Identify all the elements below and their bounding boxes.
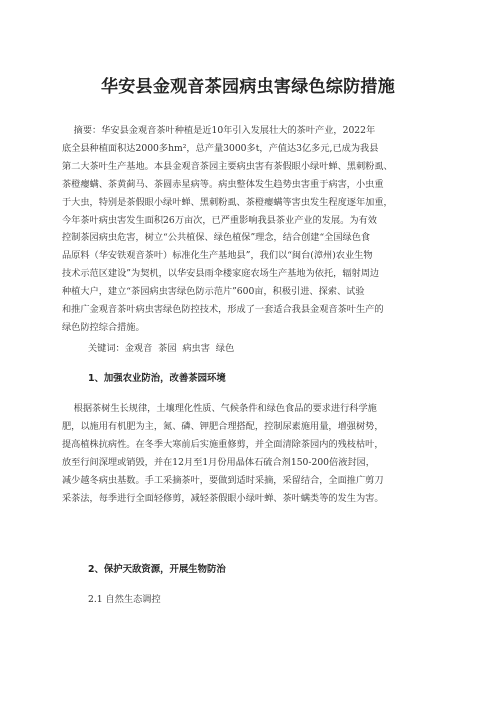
document-title: 华安县金观音茶园病虫害绿色综防措施 [100,77,396,97]
abstract-line: 品原料（华安铁观音茶叶）标准化生产基地县”，我们以“闽台(漳州)农业生物 [62,250,373,262]
abstract-line: 绿色防控综合措施。 [62,321,145,333]
abstract-line: 底全县种植面积达2000多hm²，总产量3000多t，产值达3亿多元,已成为我县 [62,142,379,154]
subsection-heading-2-1: 2.1 自然生态调控 [88,594,161,605]
paragraph-line: 提高植株抗病性。在冬季大寒前后实施重修剪，并全面清除茶园内的残枝枯叶， [62,439,384,450]
abstract [62,122,442,337]
section-1-body [62,400,442,508]
abstract-line: 今年茶叶病虫害发生面积26万亩次，已严重影响我县茶业产业的发展。为有效 [62,214,377,226]
abstract-line: 第二大茶叶生产基地。本县金观音茶园主要病虫害有茶假眼小绿叶蝉、黑刺粉虱、 [62,160,393,172]
keywords: 关键词：金观音 茶园 病虫害 绿色 [88,343,235,354]
paragraph-line: 肥，以施用有机肥为主，氮、磷、钾肥合理搭配，控制尿素施用量，增强树势， [62,421,384,432]
paragraph-line: 放至行间深埋或销毁，并在12月至1月份用晶体石硫合剂150-200倍液封园， [62,457,375,468]
abstract-line: 摘要：华安县金观音茶叶种植是近10年引入发展壮大的茶叶产业，2022年 [62,125,376,136]
paragraph-line: 采茶法，每季进行全面轻修剪，减轻茶假眼小绿叶蝉、茶叶螨类等的发生为害。 [62,493,384,504]
abstract-line: 控制茶园病虫危害，树立“公共植保、绿色植保”理念，结合创建“全国绿色食 [62,232,371,244]
abstract-line: 于大虫，特别是茶假眼小绿叶蝉、黑刺粉虱、茶橙瘿螨等害虫发生程度逐年加重， [62,196,393,208]
abstract-line: 技术示范区建设”为契机，以华安县雨伞楼家庭农场生产基地为依托，辐射周边 [62,268,380,280]
section-heading-2: 2、保护天敌资源，开展生物防治 [88,564,226,575]
abstract-line: 茶橙瘿螨、茶黄蓟马、茶圆赤星病等。病虫整体发生趋势虫害重于病害，小虫重 [62,178,384,190]
paragraph-line: 根据茶树生长规律，土壤理化性质、气候条件和绿色食品的要求进行科学施 [62,403,377,414]
section-heading-1: 1、加强农业防治，改善茶园环境 [88,373,226,384]
abstract-line: 和推广金观音茶叶病虫害绿色防控技术，形成了一套适合我县金观音茶叶生产的 [62,304,384,316]
paragraph-line: 减少越冬病虫基数。手工采摘茶叶，要做到适时采摘，采留结合，全面推广剪刀 [62,475,384,486]
abstract-line: 种植大户，建立“茶园病虫害绿色防示范片”600亩，积极引进、探索、试验 [62,286,365,298]
